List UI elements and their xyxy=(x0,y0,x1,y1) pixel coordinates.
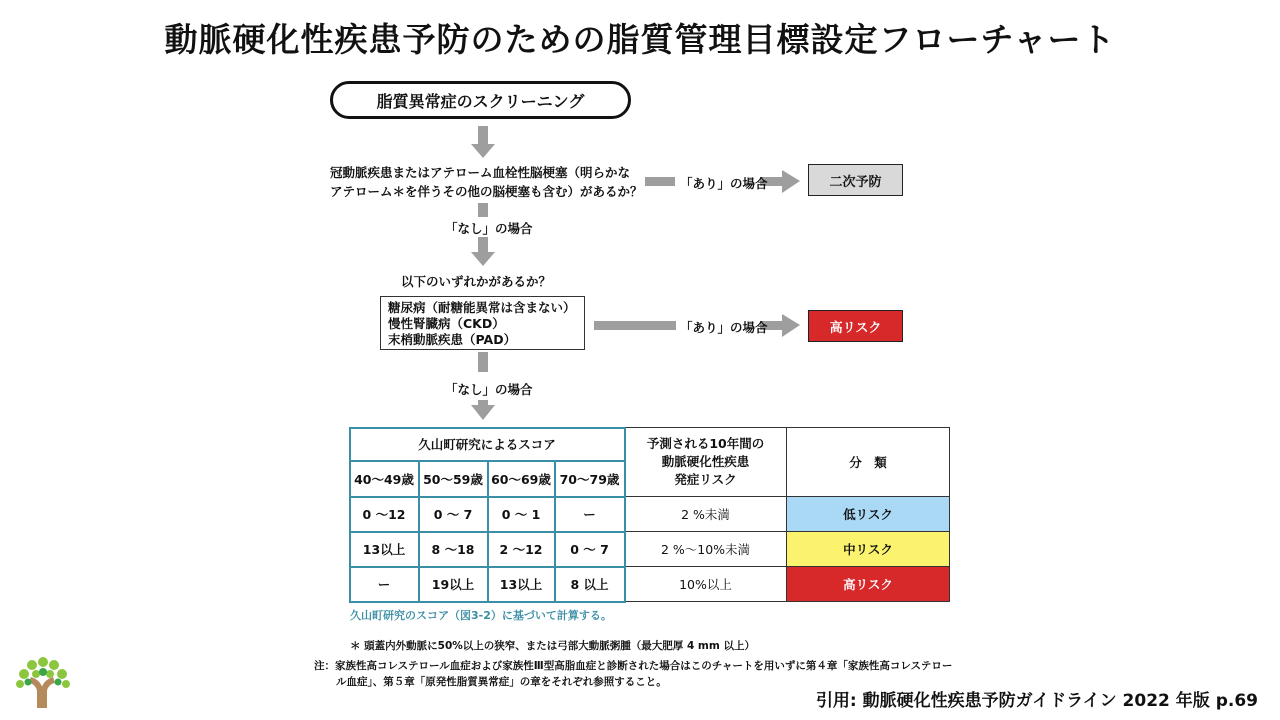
score-cell: ー xyxy=(350,567,419,602)
risk-header-line-2: 動脈硬化性疾患 xyxy=(661,454,750,469)
question-1-line-2: アテローム＊を伴うその他の脳梗塞も含む）があるか？ xyxy=(330,184,643,199)
down-arrow-1-shaft xyxy=(478,126,488,144)
down-arrow-3-head xyxy=(471,405,495,420)
class-cell-low: 低リスク xyxy=(787,497,950,532)
score-cell: 19以上 xyxy=(419,567,488,602)
connector-q1-no-bottom xyxy=(478,237,488,252)
connector-q1-no-top xyxy=(478,203,488,217)
q1-yes-label: 「あり」の場合 xyxy=(680,176,768,191)
right-arrow-1-left xyxy=(645,177,675,186)
score-cell: 0 ～ 1 xyxy=(488,497,555,532)
right-arrow-2-left xyxy=(594,321,676,330)
right-arrow-1-head xyxy=(782,170,800,193)
risk-cell: 2 %～10%未満 xyxy=(625,532,787,567)
note-line-2: ル血症」、第５章「原発性脂質異常症」の章をそれぞれ参照すること。 xyxy=(336,676,667,688)
note-line-1: 注：家族性高コレステロール血症および家族性Ⅲ型高脂血症と診断された場合はこのチャートを用いずに第４章「家族性高コレステロー xyxy=(314,660,953,672)
risk-header-line-3: 発症リスク xyxy=(674,472,737,487)
risk-score-table xyxy=(349,427,950,602)
page-title: 動脈硬化性疾患予防のための脂質管理目標設定フローチャート xyxy=(164,20,1116,59)
score-reference-link[interactable]: 久山町研究のスコア（図3-2）に基づいて計算する。 xyxy=(350,609,612,622)
condition-diabetes: 糖尿病（耐糖能異常は含まない） xyxy=(388,300,576,315)
score-header: 久山町研究によるスコア xyxy=(350,428,625,461)
score-cell: 8 ～18 xyxy=(419,532,488,567)
question-1-line-1: 冠動脈疾患またはアテローム血栓性脳梗塞（明らかな xyxy=(330,165,631,180)
table-row xyxy=(350,497,950,532)
condition-ckd: 慢性腎臓病（CKD） xyxy=(388,316,505,331)
score-cell: 0 ～ 7 xyxy=(419,497,488,532)
score-cell: 0 ～ 7 xyxy=(555,532,625,567)
down-arrow-1-head xyxy=(471,144,495,158)
class-cell-mid: 中リスク xyxy=(787,532,950,567)
citation: 引用: 動脈硬化性疾患予防ガイドライン 2022 年版 p.69 xyxy=(815,691,1258,711)
connector-q2-no-top xyxy=(478,352,488,372)
class-header: 分 類 xyxy=(787,428,950,497)
condition-pad: 末梢動脈疾患（PAD） xyxy=(388,332,517,347)
risk-header xyxy=(625,428,787,497)
age-group-40-49: 40～49歳 xyxy=(350,461,419,497)
score-cell: ー xyxy=(555,497,625,532)
score-cell: 8 以上 xyxy=(555,567,625,602)
q2-no-label: 「なし」の場合 xyxy=(445,382,533,397)
risk-cell: 10%以上 xyxy=(625,567,787,602)
conditions-box xyxy=(380,296,585,350)
high-risk-box: 高リスク xyxy=(808,310,903,342)
risk-cell: 2 %未満 xyxy=(625,497,787,532)
question-2: 以下のいずれかがあるか？ xyxy=(401,274,552,289)
age-group-70-79: 70～79歳 xyxy=(555,461,625,497)
q2-yes-label: 「あり」の場合 xyxy=(680,320,768,335)
risk-header-line-1: 予測される10年間の xyxy=(646,436,765,451)
asterisk-note: ＊ 頭蓋内外動脈に50%以上の狭窄、または弓部大動脈粥腫（最大肥厚 4 mm 以上） xyxy=(350,640,755,652)
q1-no-label: 「なし」の場合 xyxy=(445,221,533,236)
class-cell-high: 高リスク xyxy=(787,567,950,602)
question-1 xyxy=(330,163,643,201)
score-cell: 0 ～12 xyxy=(350,497,419,532)
down-arrow-2-head xyxy=(471,252,495,266)
table-row xyxy=(350,567,950,602)
age-group-60-69: 60～69歳 xyxy=(488,461,555,497)
screening-box: 脂質異常症のスクリーニング xyxy=(330,81,631,119)
score-cell: 13以上 xyxy=(488,567,555,602)
tree-logo-icon xyxy=(14,652,72,710)
secondary-prevention-box: 二次予防 xyxy=(808,164,903,196)
score-cell: 13以上 xyxy=(350,532,419,567)
table-row xyxy=(350,532,950,567)
right-arrow-2-head xyxy=(782,314,800,337)
score-cell: 2 ～12 xyxy=(488,532,555,567)
age-group-50-59: 50～59歳 xyxy=(419,461,488,497)
